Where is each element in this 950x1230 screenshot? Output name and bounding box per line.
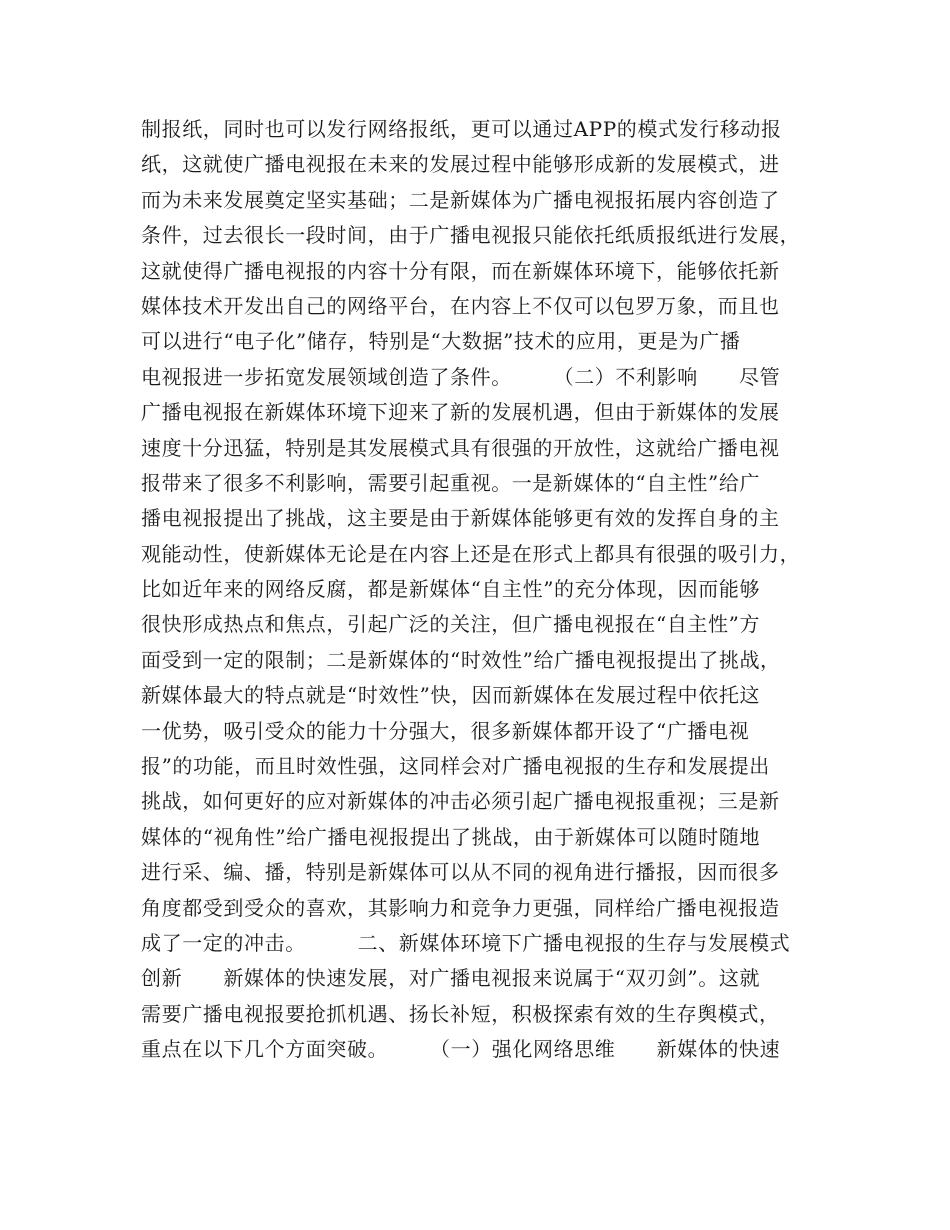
- text-line: 挑战，如何更好的应对新媒体的冲击必须引起广播电视报重视；三是新: [141, 789, 780, 814]
- text-line: 报”的功能，而且时效性强，这同样会对广播电视报的生存和发展提出: [141, 754, 770, 779]
- text-line: 进行采、编、播，特别是新媒体可以从不同的视角进行播报，因而很多: [141, 860, 780, 885]
- text-line: 播电视报提出了挑战，这主要是由于新媒体能够更有效的发挥自身的主: [141, 506, 780, 531]
- text-line: 新媒体最大的特点就是“时效性”快，因而新媒体在发展过程中依托这: [141, 683, 761, 708]
- text-line: 广播电视报在新媒体环境下迎来了新的发展机遇，但由于新媒体的发展: [141, 400, 780, 425]
- text-line: 而为未来发展奠定坚实基础；二是新媒体为广播电视报拓展内容创造了: [141, 187, 780, 212]
- text-line: 比如近年来的网络反腐，都是新媒体“自主性”的充分体现，因而能够: [141, 577, 761, 602]
- text-line: 很快形成热点和焦点，引起广泛的关注，但广播电视报在“自主性”方: [141, 612, 761, 637]
- text-line: 面受到一定的限制；二是新媒体的“时效性”给广播电视报提出了挑战，: [141, 647, 781, 672]
- text-line: 电视报进一步拓宽发展领域创造了条件。 （二）不利影响 尽管: [141, 364, 781, 389]
- text-line: 纸，这就使广播电视报在未来的发展过程中能够形成新的发展模式，进: [141, 152, 780, 177]
- text-line: 创新 新媒体的快速发展，对广播电视报来说属于“双刃剑”。这就: [141, 966, 761, 991]
- text-line: 媒体技术开发出自己的网络平台，在内容上不仅可以包罗万象，而且也: [141, 293, 780, 318]
- text-line: 速度十分迅猛，特别是其发展模式具有很强的开放性，这就给广播电视: [141, 435, 780, 460]
- text-line: 可以进行“电子化”储存，特别是“大数据”技术的应用，更是为广播: [141, 329, 741, 354]
- text-line: 制报纸，同时也可以发行网络报纸，更可以通过APP的模式发行移动报: [141, 117, 782, 141]
- text-line: 这就使得广播电视报的内容十分有限，而在新媒体环境下，能够依托新: [141, 258, 780, 283]
- text-line: 报带来了很多不利影响，需要引起重视。一是新媒体的“自主性”给广: [141, 470, 761, 495]
- body-text: [141, 112, 831, 1068]
- text-line: 观能动性，使新媒体无论是在内容上还是在形式上都具有很强的吸引力，: [141, 541, 801, 566]
- text-line: 一优势，吸引受众的能力十分强大，很多新媒体都开设了“广播电视: [141, 718, 750, 743]
- text-line: 成了一定的冲击。 二、新媒体环境下广播电视报的生存与发展模式: [141, 930, 791, 955]
- text-line: 角度都受到受众的喜欢，其影响力和竞争力更强，同样给广播电视报造: [141, 895, 780, 920]
- text-line: 条件，过去很长一段时间，由于广播电视报只能依托纸质报纸进行发展，: [141, 223, 801, 248]
- text-line: 重点在以下几个方面突破。 （一）强化网络思维 新媒体的快速: [141, 1037, 781, 1062]
- text-line: 需要广播电视报要抢抓机遇、扬长补短，积极探索有效的生存舆模式，: [141, 1001, 780, 1026]
- text-line: 媒体的“视角性”给广播电视报提出了挑战，由于新媒体可以随时随地: [141, 824, 761, 849]
